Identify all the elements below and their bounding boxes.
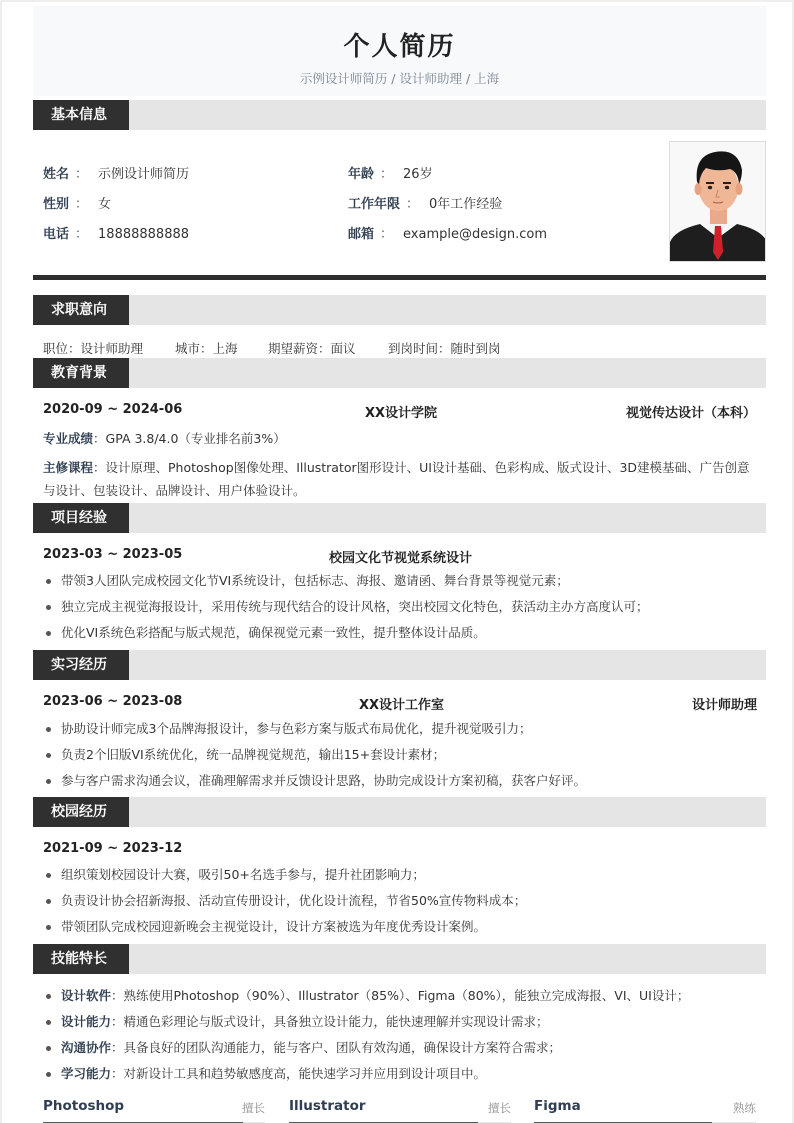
divider — [33, 275, 766, 280]
section-basic-info — [33, 100, 766, 130]
info-value: 26岁 — [403, 167, 433, 182]
skill-level: 熟练 — [733, 1101, 756, 1115]
avatar-photo — [669, 141, 766, 262]
list-item: 带领团队完成校园迎新晚会主视觉设计，设计方案被选为年度优秀设计案例。 — [43, 914, 526, 940]
bullet-icon — [46, 1020, 51, 1025]
intern-bullets — [43, 716, 586, 794]
bullet-icon — [46, 1072, 51, 1077]
edu-school: XX设计学院 — [365, 406, 438, 421]
info-years: 工作年限 ： 0年工作经验 — [348, 193, 502, 212]
skill-bar-figma — [534, 1098, 756, 1123]
intent-start-time: 到岗时间：随时到岗 — [388, 341, 501, 356]
project-bullets — [43, 568, 649, 646]
edu-courses-label: 主修课程 — [43, 460, 94, 475]
skill-level: 擅长 — [488, 1101, 511, 1115]
list-item: 设计能力：精通色彩理论与版式设计，具备独立设计能力，能快速理解并实现设计需求； — [43, 1009, 689, 1035]
intern-company: XX设计工作室 — [359, 698, 445, 713]
info-value: 示例设计师简历 — [98, 167, 190, 182]
bullet-icon — [46, 1046, 51, 1051]
section-title: 校园经历 — [33, 797, 129, 827]
list-item: 沟通协作：具备良好的团队沟通能力，能与客户、团队有效沟通，确保设计方案符合需求； — [43, 1035, 689, 1061]
edu-gpa — [43, 429, 286, 447]
section-title: 实习经历 — [33, 650, 129, 680]
bullet-icon — [46, 779, 51, 784]
section-title: 技能特长 — [33, 944, 129, 974]
intent-position: 职位：设计师助理 — [43, 341, 144, 356]
bullet-icon — [46, 899, 51, 904]
info-value: 0年工作经验 — [429, 197, 503, 212]
info-value: example@design.com — [403, 227, 548, 242]
bullet-icon — [46, 727, 51, 732]
intent-salary: 期望薪资：面议 — [268, 341, 356, 356]
intern-period: 2023-06 ~ 2023-08 — [43, 694, 183, 709]
list-item: 设计软件：熟练使用Photoshop（90%）、Illustrator（85%）、Figma（80%），能独立完成海报、VI、UI设计； — [43, 983, 689, 1009]
bullet-icon — [46, 994, 51, 999]
info-phone: 电话 ： 18888888888 — [43, 223, 189, 242]
list-item: 负责2个旧版VI系统优化，统一品牌视觉规范，输出15+套设计素材； — [43, 742, 586, 768]
skill-name: Figma — [534, 1098, 581, 1114]
page-title: 个人简历 — [343, 32, 456, 62]
bullet-icon — [46, 631, 51, 636]
avatar-illustration-icon — [670, 142, 766, 262]
info-age: 年龄 ： 26岁 — [348, 163, 433, 182]
section-internship — [33, 650, 766, 680]
edu-courses-value: ：设计原理、Photoshop图像处理、Illustrator图形设计、UI设计基础、色彩构成、版式设计、3D建模基础、广告创意与设计、包装设计、品牌设计、用户体验设计。 — [43, 460, 750, 498]
list-item: 参与客户需求沟通会议，准确理解需求并反馈设计思路，协助完成设计方案初稿，获客户好评。 — [43, 768, 586, 794]
edu-gpa-label: 专业成绩 — [43, 431, 94, 446]
bullet-icon — [46, 605, 51, 610]
section-title: 求职意向 — [33, 295, 129, 325]
info-label: 邮箱 — [348, 227, 375, 242]
bullet-icon — [46, 753, 51, 758]
intent-city: 城市：上海 — [175, 341, 238, 356]
info-label: 电话 — [43, 227, 70, 242]
skill-bar-photoshop — [43, 1098, 265, 1123]
campus-bullets — [43, 862, 526, 940]
list-item: 学习能力：对新设计工具和趋势敏感度高，能快速学习并应用到设计项目中。 — [43, 1061, 689, 1087]
section-job-intent — [33, 295, 766, 325]
list-item: 带领3人团队完成校园文化节VI系统设计，包括标志、海报、邀请函、舞台背景等视觉元素； — [43, 568, 649, 594]
list-item: 组织策划校园设计大赛，吸引50+名选手参与，提升社团影响力； — [43, 862, 526, 888]
info-value: 18888888888 — [98, 227, 190, 242]
list-item: 优化VI系统色彩搭配与版式规范，确保视觉元素一致性，提升整体设计品质。 — [43, 620, 649, 646]
edu-major: 视觉传达设计（本科） — [626, 406, 757, 421]
section-title: 教育背景 — [33, 358, 129, 388]
info-value: 女 — [98, 197, 112, 212]
info-label: 年龄 — [348, 167, 375, 182]
skill-level: 擅长 — [242, 1101, 265, 1115]
section-projects — [33, 503, 766, 533]
project-period: 2023-03 ~ 2023-05 — [43, 547, 183, 562]
info-label: 姓名 — [43, 167, 70, 182]
resume-header — [33, 6, 766, 96]
bullet-icon — [46, 873, 51, 878]
section-skills — [33, 944, 766, 974]
list-item: 协助设计师完成3个品牌海报设计，参与色彩方案与版式布局优化，提升视觉吸引力； — [43, 716, 586, 742]
info-label: 工作年限 — [348, 197, 401, 212]
project-name: 校园文化节视觉系统设计 — [329, 551, 473, 566]
skill-name: Illustrator — [289, 1098, 366, 1114]
intern-role: 设计师助理 — [692, 698, 758, 713]
section-title: 项目经验 — [33, 503, 129, 533]
campus-period: 2021-09 ~ 2023-12 — [43, 841, 183, 856]
section-title: 基本信息 — [33, 100, 129, 130]
info-gender: 性别 ： 女 — [43, 193, 111, 212]
info-name: 姓名 ： 示例设计师简历 — [43, 163, 189, 182]
skill-bar-illustrator — [289, 1098, 511, 1123]
section-education — [33, 358, 766, 388]
bullet-icon — [46, 579, 51, 584]
info-email: 邮箱 ： example@design.com — [348, 223, 547, 242]
edu-courses — [43, 456, 758, 502]
edu-gpa-value: ：GPA 3.8/4.0（专业排名前3%） — [93, 431, 286, 446]
list-item: 独立完成主视觉海报设计，采用传统与现代结合的设计风格，突出校园文化特色，获活动主办方高度认可； — [43, 594, 649, 620]
bullet-icon — [46, 925, 51, 930]
skill-name: Photoshop — [43, 1098, 125, 1114]
info-label: 性别 — [43, 197, 70, 212]
page-subtitle: 示例设计师简历 / 设计师助理 / 上海 — [299, 71, 500, 86]
skill-bullets — [43, 983, 689, 1087]
edu-period: 2020-09 ~ 2024-06 — [43, 402, 183, 417]
list-item: 负责设计协会招新海报、活动宣传册设计，优化设计流程，节省50%宣传物料成本； — [43, 888, 526, 914]
section-campus — [33, 797, 766, 827]
